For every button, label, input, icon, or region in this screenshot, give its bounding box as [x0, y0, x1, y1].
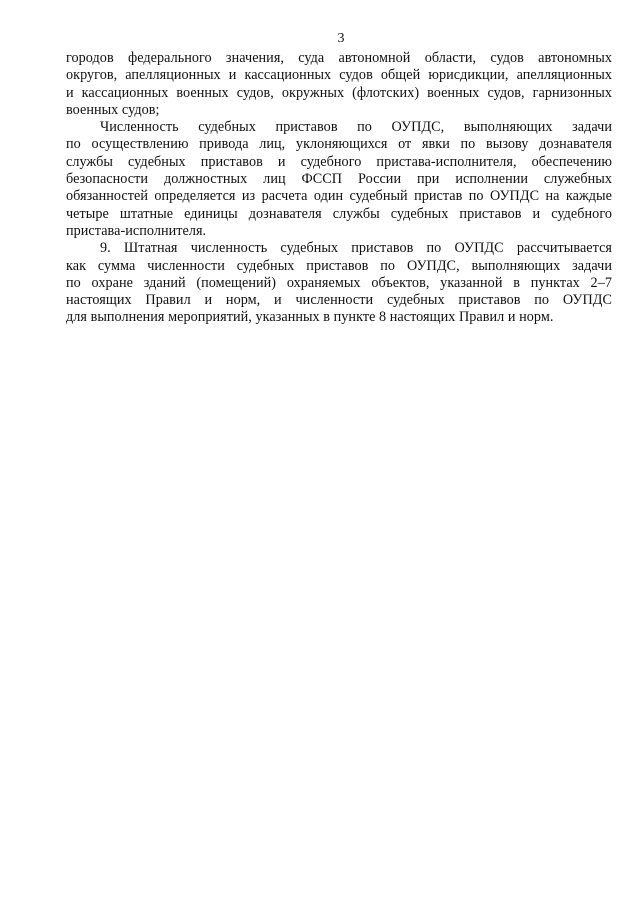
- text-line: военных судов;: [66, 101, 160, 118]
- document-body: [66, 50, 612, 327]
- paragraph-court-list-continuation: [66, 50, 612, 119]
- text-line: службы судебных приставов и судебного пристава-исполнителя, обеспечению: [66, 153, 612, 170]
- page-number: 3: [337, 31, 345, 46]
- text-line: и кассационных военных судов, окружных (флотских) военных судов, гарнизонных: [66, 84, 612, 101]
- text-line: пристава-исполнителя.: [66, 222, 207, 239]
- text-line: 9. Штатная численность судебных приставов по ОУПДС рассчитывается: [100, 240, 612, 257]
- paragraph-bailiff-count-escort: [66, 119, 612, 240]
- text-line: как сумма численности судебных приставов по ОУПДС, выполняющих задачи: [66, 257, 612, 274]
- text-line: округов, апелляционных и кассационных судов общей юрисдикции, апелляционных: [66, 67, 612, 84]
- text-line: по осуществлению привода лиц, уклоняющихся от явки по вызову дознавателя: [66, 136, 612, 153]
- text-line: обязанностей определяется из расчета один судебный пристав по ОУПДС на каждые: [66, 188, 612, 205]
- paragraph-item-9-staff-count: [66, 240, 612, 326]
- text-line: Численность судебных приставов по ОУПДС, выполняющих задачи: [100, 119, 612, 136]
- text-line: настоящих Правил и норм, и численности судебных приставов по ОУПДС: [66, 292, 612, 309]
- text-line: для выполнения мероприятий, указанных в пункте 8 настоящих Правил и норм.: [66, 309, 554, 326]
- text-line: городов федерального значения, суда автономной области, судов автономных: [66, 50, 612, 66]
- text-line: по охране зданий (помещений) охраняемых объектов, указанной в пунктах 2–7: [66, 274, 612, 291]
- text-line: безопасности должностных лиц ФССП России при исполнении служебных: [66, 171, 612, 188]
- text-line: четыре штатные единицы дознавателя службы судебных приставов и судебного: [66, 205, 612, 222]
